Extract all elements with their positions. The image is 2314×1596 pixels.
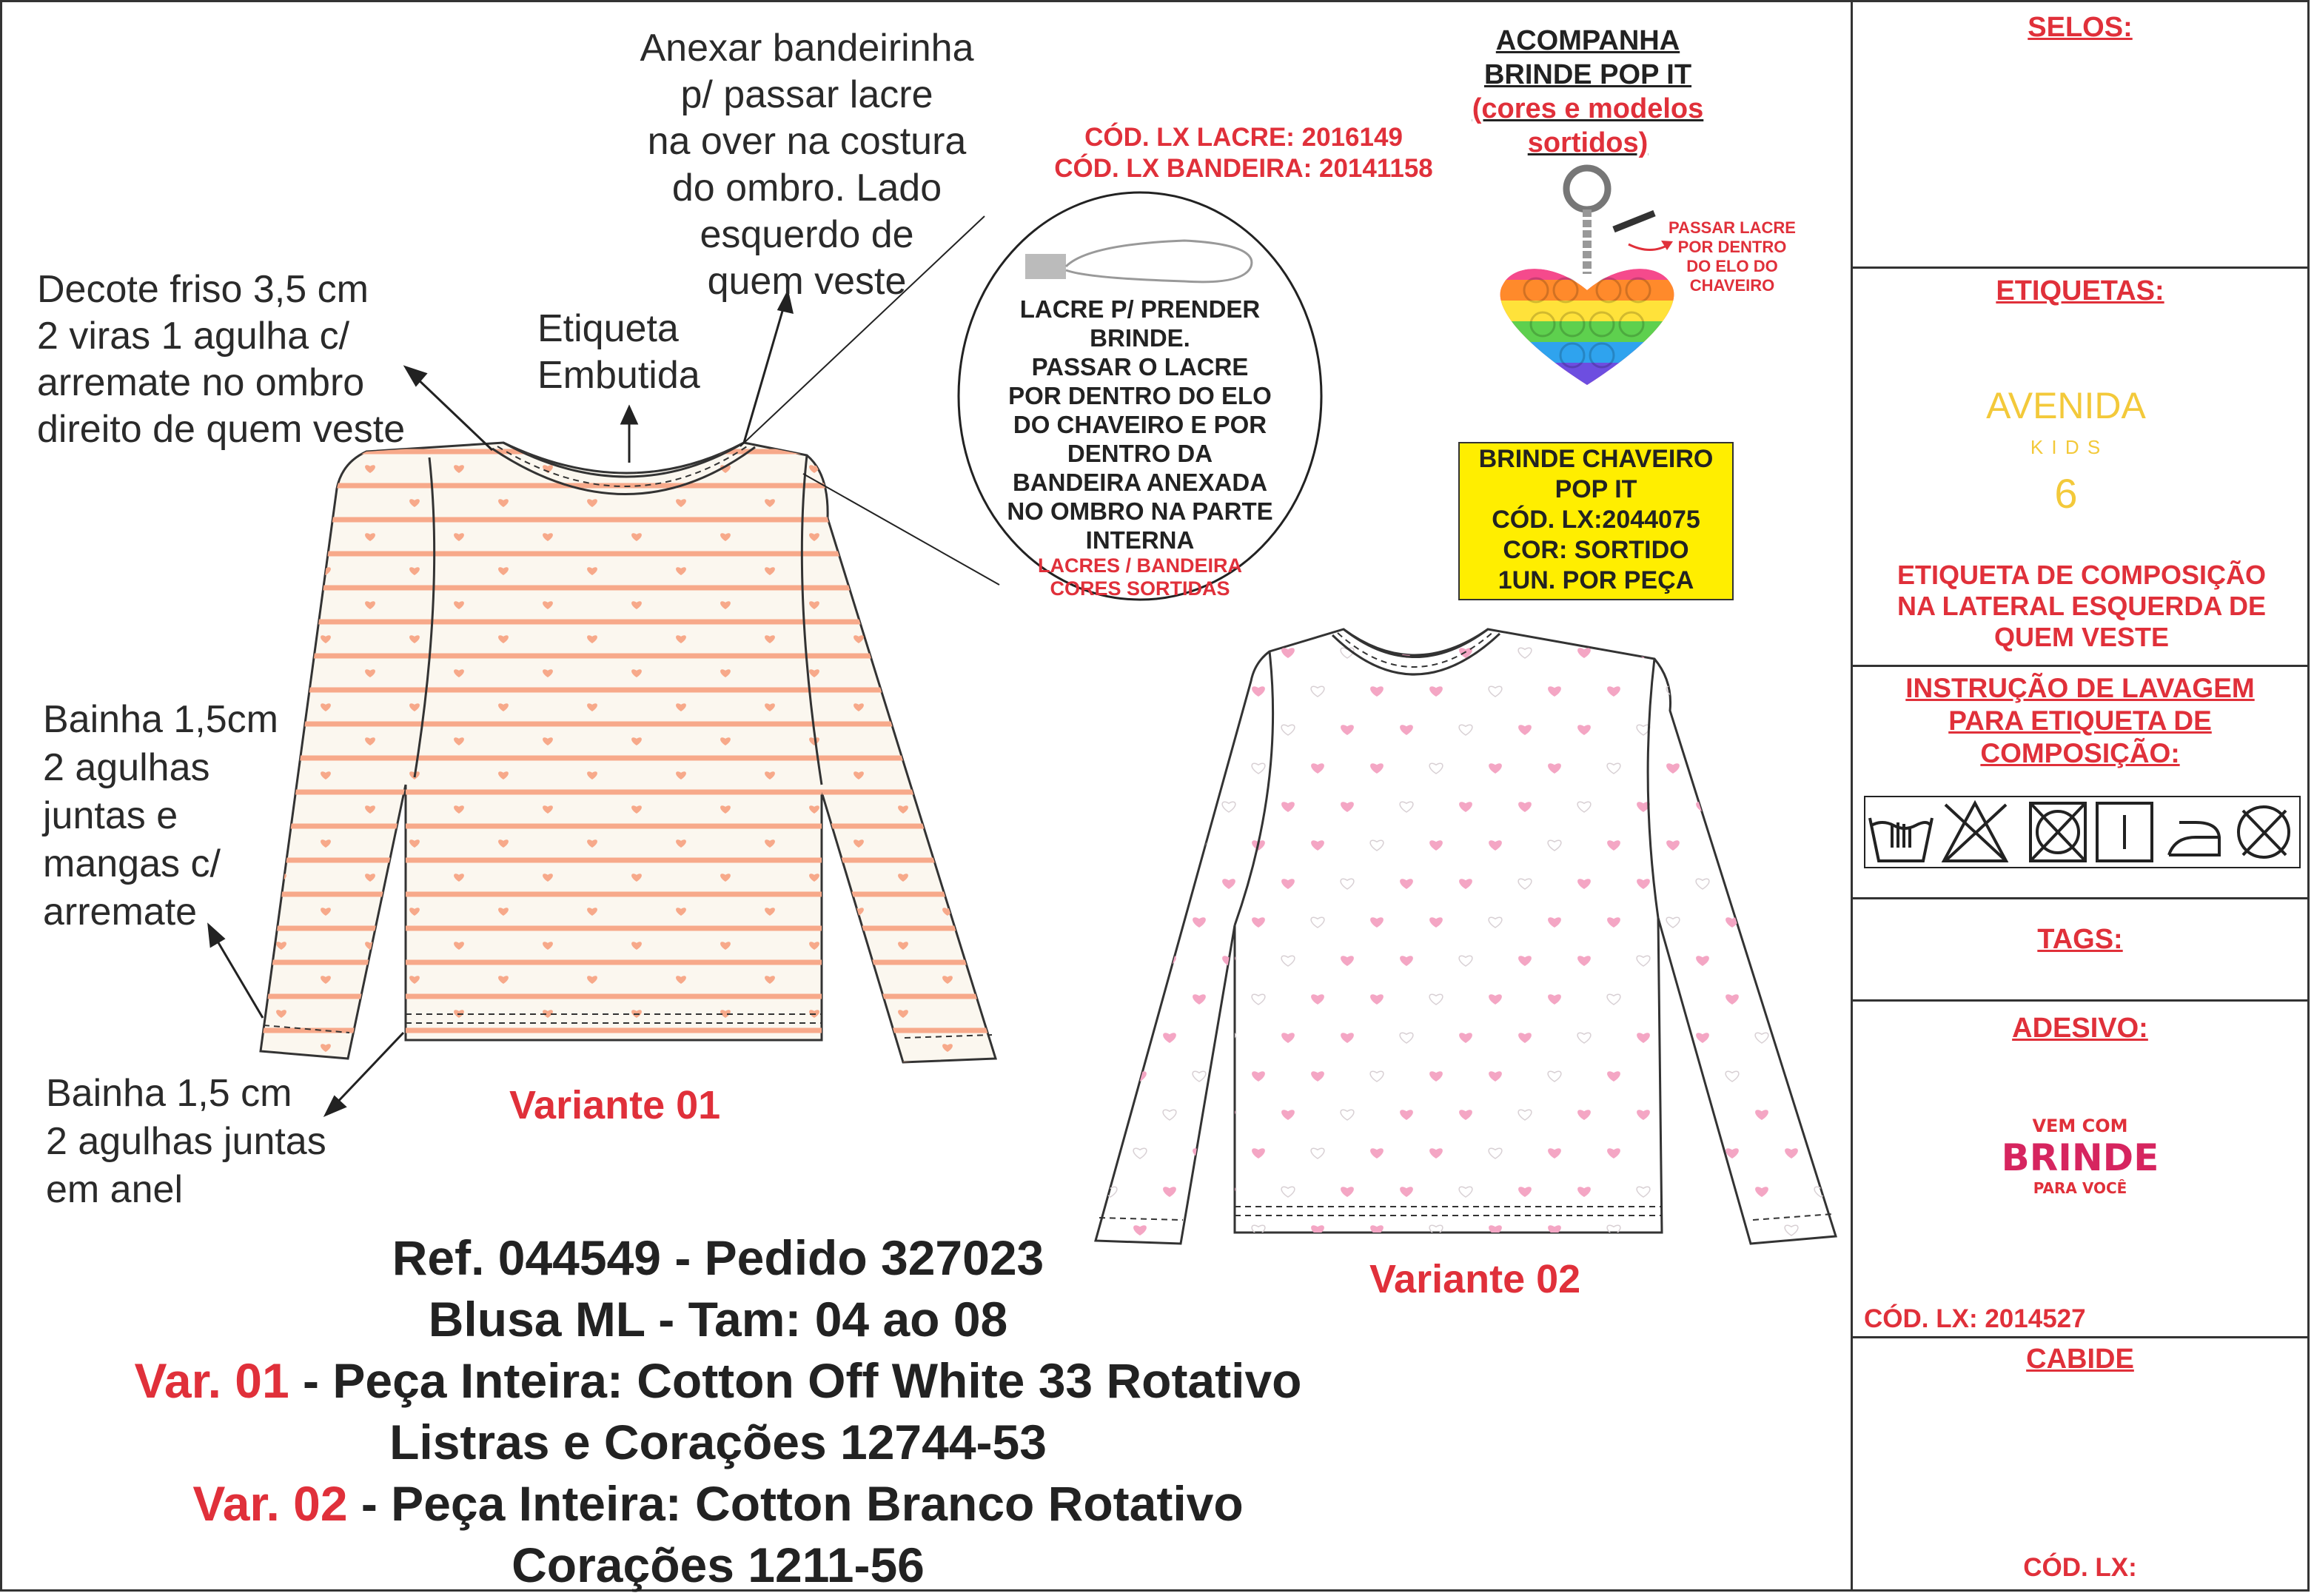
lacre-instructions: LACRE P/ PRENDER BRINDE. PASSAR O LACRE POR DENTRO DO ELO DO CHAVEIRO E POR DENTRO DA BANDEIRA ANEXADA NO OMBRO NA PARTE INTERNA LACRES / BANDEIRA CORES SORTIDAS — [1007, 295, 1273, 600]
passar-lacre-note: PASSAR LACRE POR DENTRO DO ELO DO CHAVEIRO — [1669, 218, 1796, 295]
product-line: Blusa ML - Tam: 04 ao 08 — [428, 1292, 1008, 1347]
var01-cont: Listras e Corações 12744-53 — [389, 1415, 1047, 1469]
acompanha-brinde-heading: ACOMPANHA BRINDE POP IT (cores e modelos sortidos) — [1472, 25, 1704, 158]
sidebar-divider — [1851, 266, 2310, 269]
variante-01-label: Variante 01 — [509, 1083, 721, 1127]
instrucao-lavagem-heading: INSTRUÇÃO DE LAVAGEM PARA ETIQUETA DE COMPOSIÇÃO: — [1905, 673, 2255, 768]
brand-label-text: AVENIDA K I D S 6 — [1986, 385, 2146, 517]
adesivo-code: CÓD. LX: 2014527 — [1864, 1304, 2086, 1333]
anexar-bandeirinha-note: Anexar bandeirinha p/ passar lacre na over na costura do ombro. Lado esquerdo de quem veste — [640, 27, 974, 303]
sidebar-divider — [1851, 999, 2310, 1002]
tags-heading: TAGS: — [2037, 924, 2123, 955]
sidebar-divider — [1851, 897, 2310, 899]
ref-line: Ref. 044549 - Pedido 327023 — [392, 1230, 1044, 1285]
lx-codes: CÓD. LX LACRE: 2016149 CÓD. LX BANDEIRA: 20141158 — [1054, 123, 1433, 183]
cabide-heading: CABIDE — [2026, 1344, 2134, 1375]
var01-line: Var. 01 - Peça Inteira: Cotton Off White 33 Rotativo — [134, 1353, 1302, 1408]
variant-02-shirt — [1096, 629, 1836, 1244]
wash-care-symbols — [1864, 796, 2301, 868]
bainha-barra-note: Bainha 1,5 cm 2 agulhas juntas em anel — [46, 1072, 326, 1211]
etiquetas-heading: ETIQUETAS: — [1996, 275, 2164, 306]
composicao-text: ETIQUETA DE COMPOSIÇÃO NA LATERAL ESQUERDA DE QUEM VESTE — [1897, 560, 2267, 652]
adesivo-heading: ADESIVO: — [2012, 1013, 2148, 1044]
sidebar-divider — [1851, 1336, 2310, 1338]
pop-it-keychain-icon — [1488, 168, 1680, 389]
var02-line: Var. 02 - Peça Inteira: Cotton Branco Rotativo — [192, 1476, 1244, 1531]
sticker-text: VEM COM BRINDE PARA VOCÊ — [2001, 1116, 2159, 1197]
etiqueta-embutida-note: Etiqueta Embutida — [537, 307, 700, 397]
variante-02-label: Variante 02 — [1369, 1257, 1581, 1301]
selos-heading: SELOS: — [2028, 12, 2133, 43]
bainha-manga-note: Bainha 1,5cm 2 agulhas juntas e mangas c/ arremate — [43, 698, 278, 933]
bandeira-tag-icon — [1025, 254, 1066, 279]
variant-01-shirt — [252, 443, 999, 1086]
brinde-box-text: BRINDE CHAVEIRO POP IT CÓD. LX:2044075 COR: SORTIDO 1UN. POR PEÇA — [1478, 445, 1714, 594]
spec-block — [44, 1227, 1392, 1596]
decote-note: Decote friso 3,5 cm 2 viras 1 agulha c/ arremate no ombro direito de quem veste — [37, 268, 406, 451]
sidebar-divider — [1851, 665, 2310, 667]
cabide-code: CÓD. LX: — [2023, 1553, 2137, 1582]
var02-cont: Corações 1211-56 — [512, 1538, 925, 1592]
